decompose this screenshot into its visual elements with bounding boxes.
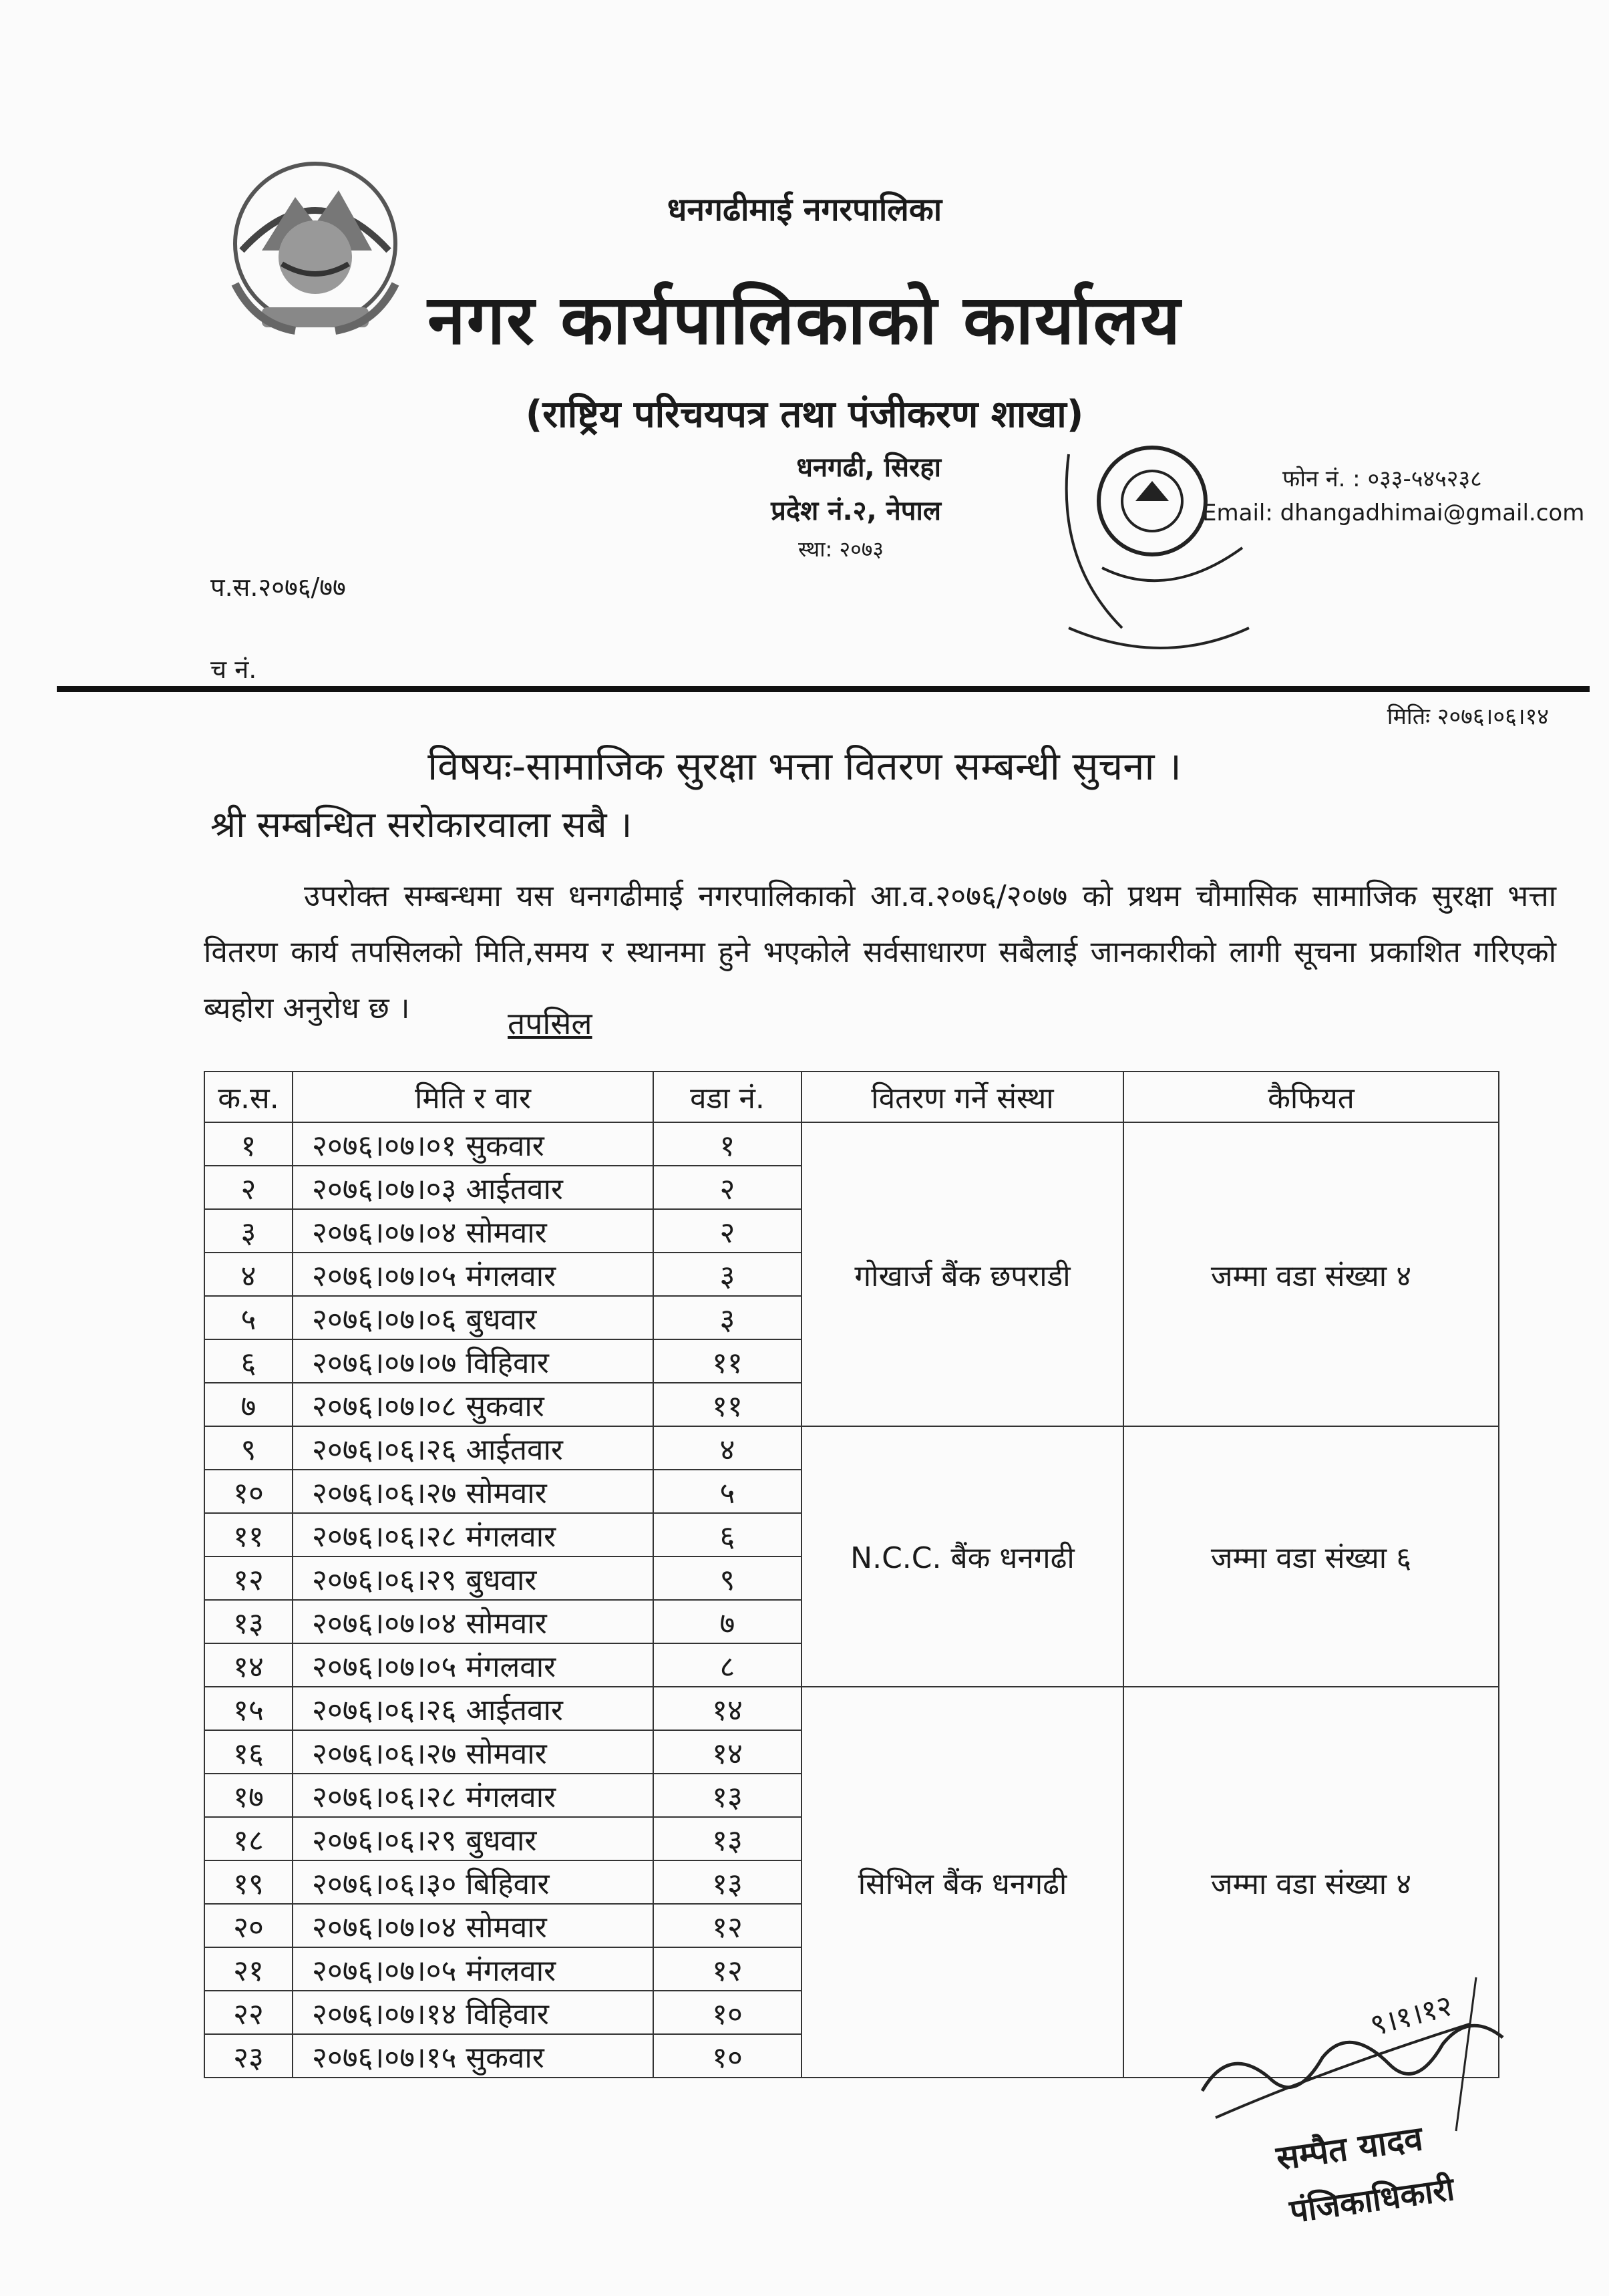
- cell-serial: १२: [204, 1556, 293, 1600]
- cell-institution: सिभिल बैंक धनगढी: [801, 1687, 1123, 2078]
- cell-date-day: २०७६।०६।२९ बुधवार: [293, 1817, 653, 1860]
- col-ward: वडा नं.: [653, 1072, 801, 1122]
- cell-serial: १६: [204, 1730, 293, 1774]
- col-remark: कैफियत: [1123, 1072, 1499, 1122]
- cell-date-day: २०७६।०७।०७ विहिवार: [293, 1339, 653, 1383]
- office-seal-stamp: [1029, 428, 1269, 675]
- cell-serial: २३: [204, 2034, 293, 2078]
- cell-date-day: २०७६।०७।१५ सुकवार: [293, 2034, 653, 2078]
- phone-number: फोन नं. : ०३३-५४५२३८: [1282, 466, 1482, 492]
- cell-ward: ७: [653, 1600, 801, 1643]
- cell-institution: N.C.C. बैंक धनगढी: [801, 1426, 1123, 1687]
- cell-ward: १४: [653, 1687, 801, 1730]
- cell-date-day: २०७६।०७।०४ सोमवार: [293, 1904, 653, 1947]
- cell-serial: २२: [204, 1991, 293, 2034]
- cell-date-day: २०७६।०७।०४ सोमवार: [293, 1209, 653, 1253]
- cell-ward: ६: [653, 1513, 801, 1556]
- cell-ward: १०: [653, 1991, 801, 2034]
- org-name: धनगढीमाई नगरपालिका: [667, 191, 942, 228]
- table-row: [204, 1687, 1499, 1730]
- office-title: नगर कार्यपालिकाको कार्यालय: [427, 280, 1182, 360]
- salutation: श्री सम्बन्धित सरोकारवाला सबै ।: [210, 804, 633, 846]
- cell-serial: २१: [204, 1947, 293, 1991]
- cell-date-day: २०७६।०७।०५ मंगलवार: [293, 1253, 653, 1296]
- cell-ward: ९: [653, 1556, 801, 1600]
- established-year: स्था: २०७३: [798, 536, 884, 562]
- branch-name: (राष्ट्रिय परिचयपत्र तथा पंजीकरण शाखा): [525, 393, 1084, 436]
- cell-serial: १८: [204, 1817, 293, 1860]
- cell-date-day: २०७६।०६।२७ सोमवार: [293, 1470, 653, 1513]
- table-row: [204, 1122, 1499, 1166]
- cell-date-day: २०७६।०६।२६ आईतवार: [293, 1426, 653, 1470]
- cell-serial: ७: [204, 1383, 293, 1426]
- cell-ward: १४: [653, 1730, 801, 1774]
- cell-date-day: २०७६।०७।०८ सुकवार: [293, 1383, 653, 1426]
- cell-ward: १२: [653, 1904, 801, 1947]
- table-header-row: [204, 1072, 1499, 1122]
- cell-serial: १९: [204, 1860, 293, 1904]
- col-institution: वितरण गर्ने संस्था: [801, 1072, 1123, 1122]
- header-divider: [57, 686, 1590, 692]
- cell-institution: गोखार्ज बैंक छपराडी: [801, 1122, 1123, 1426]
- cell-ward: २: [653, 1166, 801, 1209]
- cell-ward: ४: [653, 1426, 801, 1470]
- cell-ward: ११: [653, 1383, 801, 1426]
- cell-date-day: २०७६।०७।०५ मंगलवार: [293, 1643, 653, 1687]
- cell-serial: २: [204, 1166, 293, 1209]
- signatory-name: सम्पैत यादव: [1274, 2118, 1425, 2178]
- cell-serial: ९: [204, 1426, 293, 1470]
- letter-number: प.स.२०७६/७७: [210, 572, 346, 602]
- cell-date-day: २०७६।०७।०१ सुकवार: [293, 1122, 653, 1166]
- cell-remark: जम्मा वडा संख्या ४: [1123, 1687, 1499, 2078]
- signature-date: ९।१।१२: [1367, 1988, 1456, 2043]
- distribution-schedule-table: [204, 1071, 1499, 2078]
- cell-remark: जम्मा वडा संख्या ४: [1123, 1122, 1499, 1426]
- cell-serial: १३: [204, 1600, 293, 1643]
- dispatch-number: च नं.: [210, 655, 257, 684]
- address-line1: धनगढी, सिरहा: [796, 452, 941, 483]
- signatory-title: पंजिकाधिकारी: [1287, 2170, 1457, 2231]
- cell-ward: १०: [653, 2034, 801, 2078]
- body-paragraph: उपरोक्त सम्बन्धमा यस धनगढीमाई नगरपालिकाको आ.व.२०७६/२०७७ को प्रथम चौमासिक सामाजिक सुरक्षा भत्ता वितरण कार्य तपसिलको मिति,समय र स्थानमा हुने भएकोले सर्वसाधारण सबैलाई जानकारीको लागी सूचना प्रकाशित गरिएको ब्यहोरा अनुरोध छ ।: [204, 879, 1556, 1025]
- cell-serial: १७: [204, 1774, 293, 1817]
- table-row: [204, 1426, 1499, 1470]
- cell-ward: ५: [653, 1470, 801, 1513]
- cell-serial: १५: [204, 1687, 293, 1730]
- cell-date-day: २०७६।०६।२९ बुधवार: [293, 1556, 653, 1600]
- cell-serial: २०: [204, 1904, 293, 1947]
- cell-serial: ३: [204, 1209, 293, 1253]
- cell-date-day: २०७६।०७।१४ विहिवार: [293, 1991, 653, 2034]
- cell-date-day: २०७६।०७।०३ आईतवार: [293, 1166, 653, 1209]
- col-serial: क.स.: [204, 1072, 293, 1122]
- cell-ward: ३: [653, 1296, 801, 1339]
- cell-ward: १३: [653, 1774, 801, 1817]
- cell-date-day: २०७६।०६।२६ आईतवार: [293, 1687, 653, 1730]
- table-title: तपसिल: [508, 1005, 592, 1041]
- cell-ward: १: [653, 1122, 801, 1166]
- cell-ward: ३: [653, 1253, 801, 1296]
- cell-serial: ५: [204, 1296, 293, 1339]
- cell-serial: १: [204, 1122, 293, 1166]
- email-address: Email: dhangadhimai@gmail.com: [1202, 500, 1585, 526]
- cell-date-day: २०७६।०७।०४ सोमवार: [293, 1600, 653, 1643]
- cell-date-day: २०७६।०७।०५ मंगलवार: [293, 1947, 653, 1991]
- cell-serial: ६: [204, 1339, 293, 1383]
- address-line2: प्रदेश नं.२, नेपाल: [771, 496, 941, 526]
- letter-date: मितिः २०७६।०६।१४: [1387, 703, 1549, 730]
- cell-date-day: २०७६।०६।२७ सोमवार: [293, 1730, 653, 1774]
- cell-ward: १३: [653, 1817, 801, 1860]
- cell-serial: १४: [204, 1643, 293, 1687]
- subject-line: विषयः-सामाजिक सुरक्षा भत्ता वितरण सम्बन्धी सुचना ।: [427, 744, 1182, 789]
- cell-date-day: २०७६।०६।२८ मंगलवार: [293, 1513, 653, 1556]
- cell-date-day: २०७६।०७।०६ बुधवार: [293, 1296, 653, 1339]
- cell-serial: ४: [204, 1253, 293, 1296]
- cell-remark: जम्मा वडा संख्या ६: [1123, 1426, 1499, 1687]
- cell-serial: ११: [204, 1513, 293, 1556]
- col-date-day: मिति र वार: [293, 1072, 653, 1122]
- cell-ward: २: [653, 1209, 801, 1253]
- cell-serial: १०: [204, 1470, 293, 1513]
- cell-ward: ८: [653, 1643, 801, 1687]
- cell-ward: १२: [653, 1947, 801, 1991]
- cell-date-day: २०७६।०६।२८ मंगलवार: [293, 1774, 653, 1817]
- cell-ward: ११: [653, 1339, 801, 1383]
- cell-ward: १३: [653, 1860, 801, 1904]
- cell-date-day: २०७६।०६।३० बिहिवार: [293, 1860, 653, 1904]
